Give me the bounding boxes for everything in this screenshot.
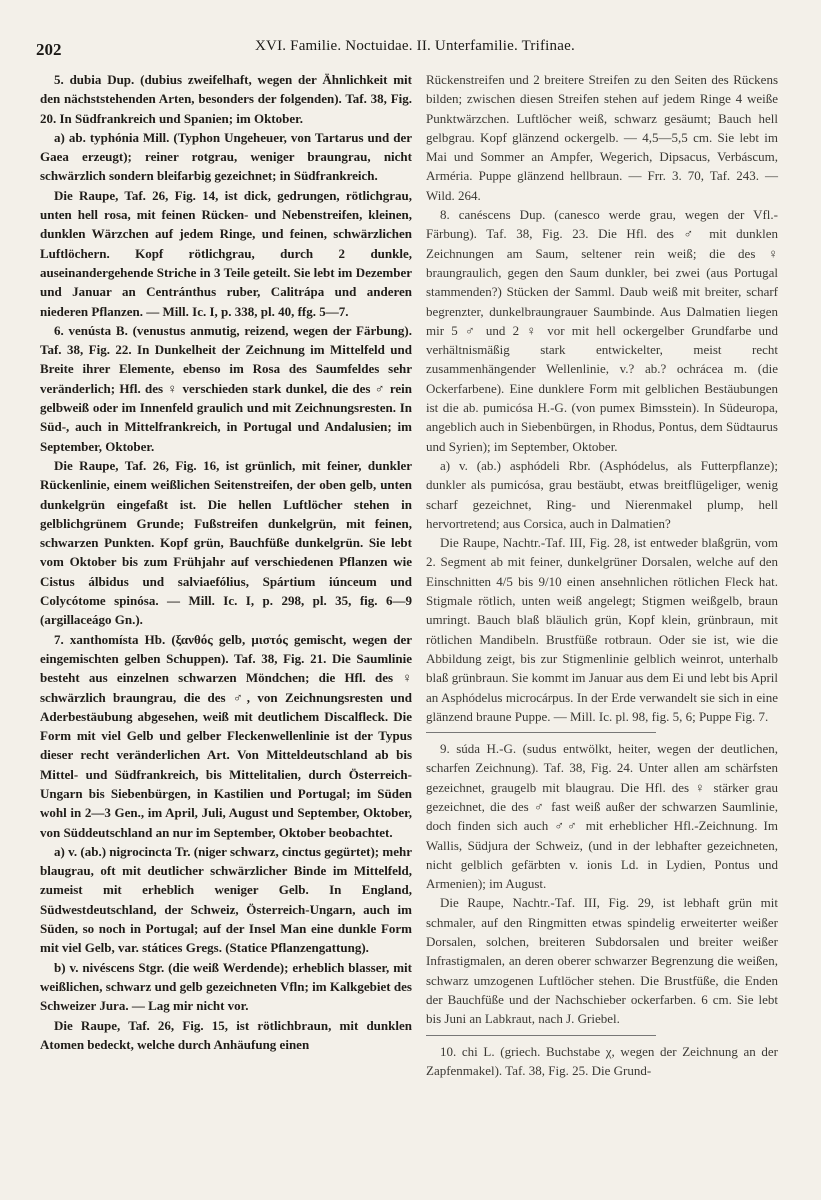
paragraph: 10. chi L. (griech. Buchstabe χ, wegen der Zeichnung an der Zapfenmakel). Taf. 38, Fig. 25. Die Grund- <box>426 1043 778 1078</box>
paragraph: Die Raupe, Taf. 26, Fig. 14, ist dick, gedrungen, rötlichgrau, unten hell rosa, mit feinen Rücken- und Nebenstreifen, kleinen, dunklen Wärzchen auf jedem Ringe, und feinen, schwärzlichen Luftlöchern. Kopf rötlichgrau, durch 2 dunkle, auseinandergehende Striche in 3 Teile geteilt. Sie lebt im Dezember und Januar an Centránthus ruber, Calitrápa und anderen niederen Pflanzen. — Mill. Ic. I, p. 338, pl. 40, ffg. 5—7. <box>40 187 412 319</box>
paragraph: a) v. (ab.) nigrocincta Tr. (niger schwarz, cinctus gegürtet); mehr blaugrau, oft mit deutlicher schwärzlicher Binde im Mittelfeld, zumeist mit erheblich weniger Gelb. In England, Südwestdeutschland, der Schweiz, Österreich-Ungarn, auch im Süden, so noch in Portugal; auf der Insel Man eine dunkle Form mit viel Gelb, var. státices Gregs. (Statice Pflanzengattung). <box>40 843 412 956</box>
running-title: XVI. Familie. Noctuidae. II. Unterfamilie. Trifinae. <box>255 38 575 54</box>
paragraph: Die Raupe, Taf. 26, Fig. 16, ist grünlich, mit feiner, dunkler Rückenlinie, einem weißlichen Seitenstreifen, der oben gelb, unten dunkelgrün eingefaßt ist. Die hellen Luftlöcher stehen in gelblichgrünem Grunde; Fußstreifen dunkelgrün, mit feinen, schwarzen Punkten. Kopf grün, Bauchfüße dunkelgrün. Sie lebt vom Oktober bis zum Frühjahr auf verschiedenen Pflanzen wie Cistus álbidus und salviaefólius, Spártium iúnceum und Colycótome spinósa. — Mill. Ic. I, p. 298, pl. 35, fig. 6—9 (argillaceágo Gn.). <box>40 457 412 628</box>
paragraph: 7. xanthomísta Hb. (ξανθός gelb, μιστός gemischt, wegen der eingemischten gelben Schuppen). Taf. 38, Fig. 21. Die Saumlinie besteht aus einzelnen schwarzen Möndchen; die Hfl. des ♀ schwärzlich braungrau, die des ♂, von Zeichnungsresten und Aderbestäubung abgesehen, weiß mit deutlichem Discalfleck. Die Form mit viel Gelb und gelber Fleckenwellenlinie ist der Typus dieser recht veränderlichen Art. Von Mitteldeutschland ab bis Mittel- und Südfrankreich, bis Mittelitalien, durch Österreich-Ungarn bis Siebenbürgen, in Kastilien und Portugal; im Süden wohl in 2—3 Gen., im April, Juli, August und September, Oktober, von Süddeutschland an nur im September, Oktober beobachtet. <box>40 631 412 840</box>
paragraph: 6. venústa B. (venustus anmutig, reizend, wegen der Färbung). Taf. 38, Fig. 22. In Dunkelheit der Zeichnung im Mittelfeld und Breite ihrer Elemente, ebenso im Rosa des Saumfeldes sehr veränderlich; Hfl. des ♀ verschieden stark dunkel, die des ♂ rein gelbweiß oder im Innenfeld graulich und mit Zeichnungsresten. In Süd-, auch in Mittelfrankreich, in Portugal und Andalusien; im September, Oktober. <box>40 322 412 454</box>
paragraph: 9. súda H.-G. (sudus entwölkt, heiter, wegen der deutlichen, scharfen Zeichnung). Taf. 38, Fig. 24. Unter allen am schärfsten gezeichnet, graugelb mit blaugrau. Die Hfl. des ♀ stärker grau gezeichnet, die des ♂ fast weiß außer der schwarzen Saumlinie, doch finden sich auch ♂♂ mit erheblicher Hfl.-Zeichnung. Im Wallis, Südjura der Schweiz, (und in der lebhafter gezeichneten, nicht gelblich gefärbten v. ionis Ld. in Lydien, Pontus und Armenien); im August. <box>426 741 778 892</box>
section-divider <box>426 1035 656 1036</box>
paragraph: Rückenstreifen und 2 breitere Streifen zu den Seiten des Rückens bilden; zwischen diesen Streifen stehen auf jedem Ringe 4 weiße Punktwärzchen. Luftlöcher weiß, schwarz gesäumt; Bauch hell gelbgrau. Kopf glänzend ockergelb. — 4,5—5,5 cm. Sie lebt im Mai und Sommer an Ampfer, Wegerich, Dipsacus, Verbáscum, Arméria. Puppe glänzend hellbraun. — Frr. 3. 70, Taf. 243. — Wild. 264. <box>426 72 778 203</box>
paragraph: Die Raupe, Nachtr.-Taf. III, Fig. 28, ist entweder blaßgrün, vom 2. Segment ab mit feiner, dunkelgrüner Dorsalen, welche auf den Einschnitten 4/5 bis 9/10 einen ansehnlichen rötlichen Fleck hat. Stigmale rötlich, unten weiß angelegt; Stigmen weißgelb, braun umringt. Bauch blaß bläulich grün, Kopf klein, grünbraun, mit rötlichen Mandibeln. Brustfüße rotbraun. Oder sie ist, wie die Abbildung zeigt, bis zur Stigmenlinie gelblich weinrot, unterhalb blaß grünbraun. Sie kommt im Januar aus dem Ei und lebt bis April an Asphódelus microcárpus. In der Erde verwandelt sie sich in eine glänzend braune Puppe. — Mill. Ic. pl. 98, fig. 5, 6; Puppe Fig. 7. <box>426 535 778 724</box>
section-divider <box>426 732 656 733</box>
paragraph: a) v. (ab.) asphódeli Rbr. (Asphódelus, als Futterpflanze); dunkler als pumicósa, grau bestäubt, etwas breitflügeliger, wenig scharf gezeichnet, Ring- und Nierenmakel plump, hell hervortretend; aus Corsica, auch in Dalmatien? <box>426 457 778 531</box>
paragraph: b) v. nivéscens Stgr. (die weiß Werdende); erheblich blasser, mit weißlichen, schwarz und gelb gezeichneten Vfln; im Kalkgebiet des Schweizer Jura. — Lag mir nicht vor. <box>40 959 412 1014</box>
paragraph: a) ab. typhónia Mill. (Typhon Ungeheuer, von Tartarus und der Gaea erzeugt); reiner rotgrau, weniger braungrau, nicht schwärzlich sondern bleifarbig gezeichnet; in Südfrankreich. <box>40 129 412 184</box>
paragraph: 8. canéscens Dup. (canesco werde grau, wegen der Vfl.-Färbung). Taf. 38, Fig. 23. Die Hfl. des ♂ mit dunklen Zeichnungen am Saum, seltener rein weiß; die des ♀ braungraulich, gegen den Saum dunkler, bei zwei (aus Portugal stammenden?) Stücken der Samml. Daub weiß mit breiter, scharf begrenzter, dunkelbraungrauer Saumbinde. Aus Dalmatien liegen mir 5 ♂ und 2 ♀ vor mit hell ockergelber Grundfarbe und verhältnismäßig stark entwickelter, meist recht zusammenhängender Wellenlinie, v.? ab.? ochrácea m. (die Ockerfarbene). Eine dunklere Form mit gelblichen Bestäubungen ist die ab. pumicósa H.-G. (von pumex Bimsstein). In Südeuropa, angeblich auch in Siebenbürgen, in Rhodus, Pontus, dem Südtaurus und Syrien); im September, Oktober. <box>426 207 778 454</box>
page-number: 202 <box>36 40 62 59</box>
paragraph: 5. dubia Dup. (dubius zweifelhaft, wegen der Ähnlichkeit mit den nächststehenden Arten, besonders der folgenden). Taf. 38, Fig. 20. In Südfrankreich und Spanien; im Oktober. <box>40 72 412 126</box>
right-column <box>426 70 778 1080</box>
paragraph: Die Raupe, Taf. 26, Fig. 15, ist rötlichbraun, mit dunklen Atomen bedeckt, welche durch Anhäufung einen <box>40 1017 412 1052</box>
left-column <box>40 70 412 1054</box>
paragraph: Die Raupe, Nachtr.-Taf. III, Fig. 29, ist lebhaft grün mit schmaler, auf den Ringmitten etwas spindelig erweiterter weißer Dorsalen, solchen, breiteren Subdorsalen und breiter weißer Infrastigmalen, an deren oberer schwarzer Begrenzung die weißen, schwarz umzogenen Luftlöcher stehen. Die Brustfüße, die Enden der Bauchfüße und der Nachschieber ockerfarben. 6 cm. Sie lebt bis Juni an Labkraut, nach J. Griebel. <box>426 895 778 1027</box>
